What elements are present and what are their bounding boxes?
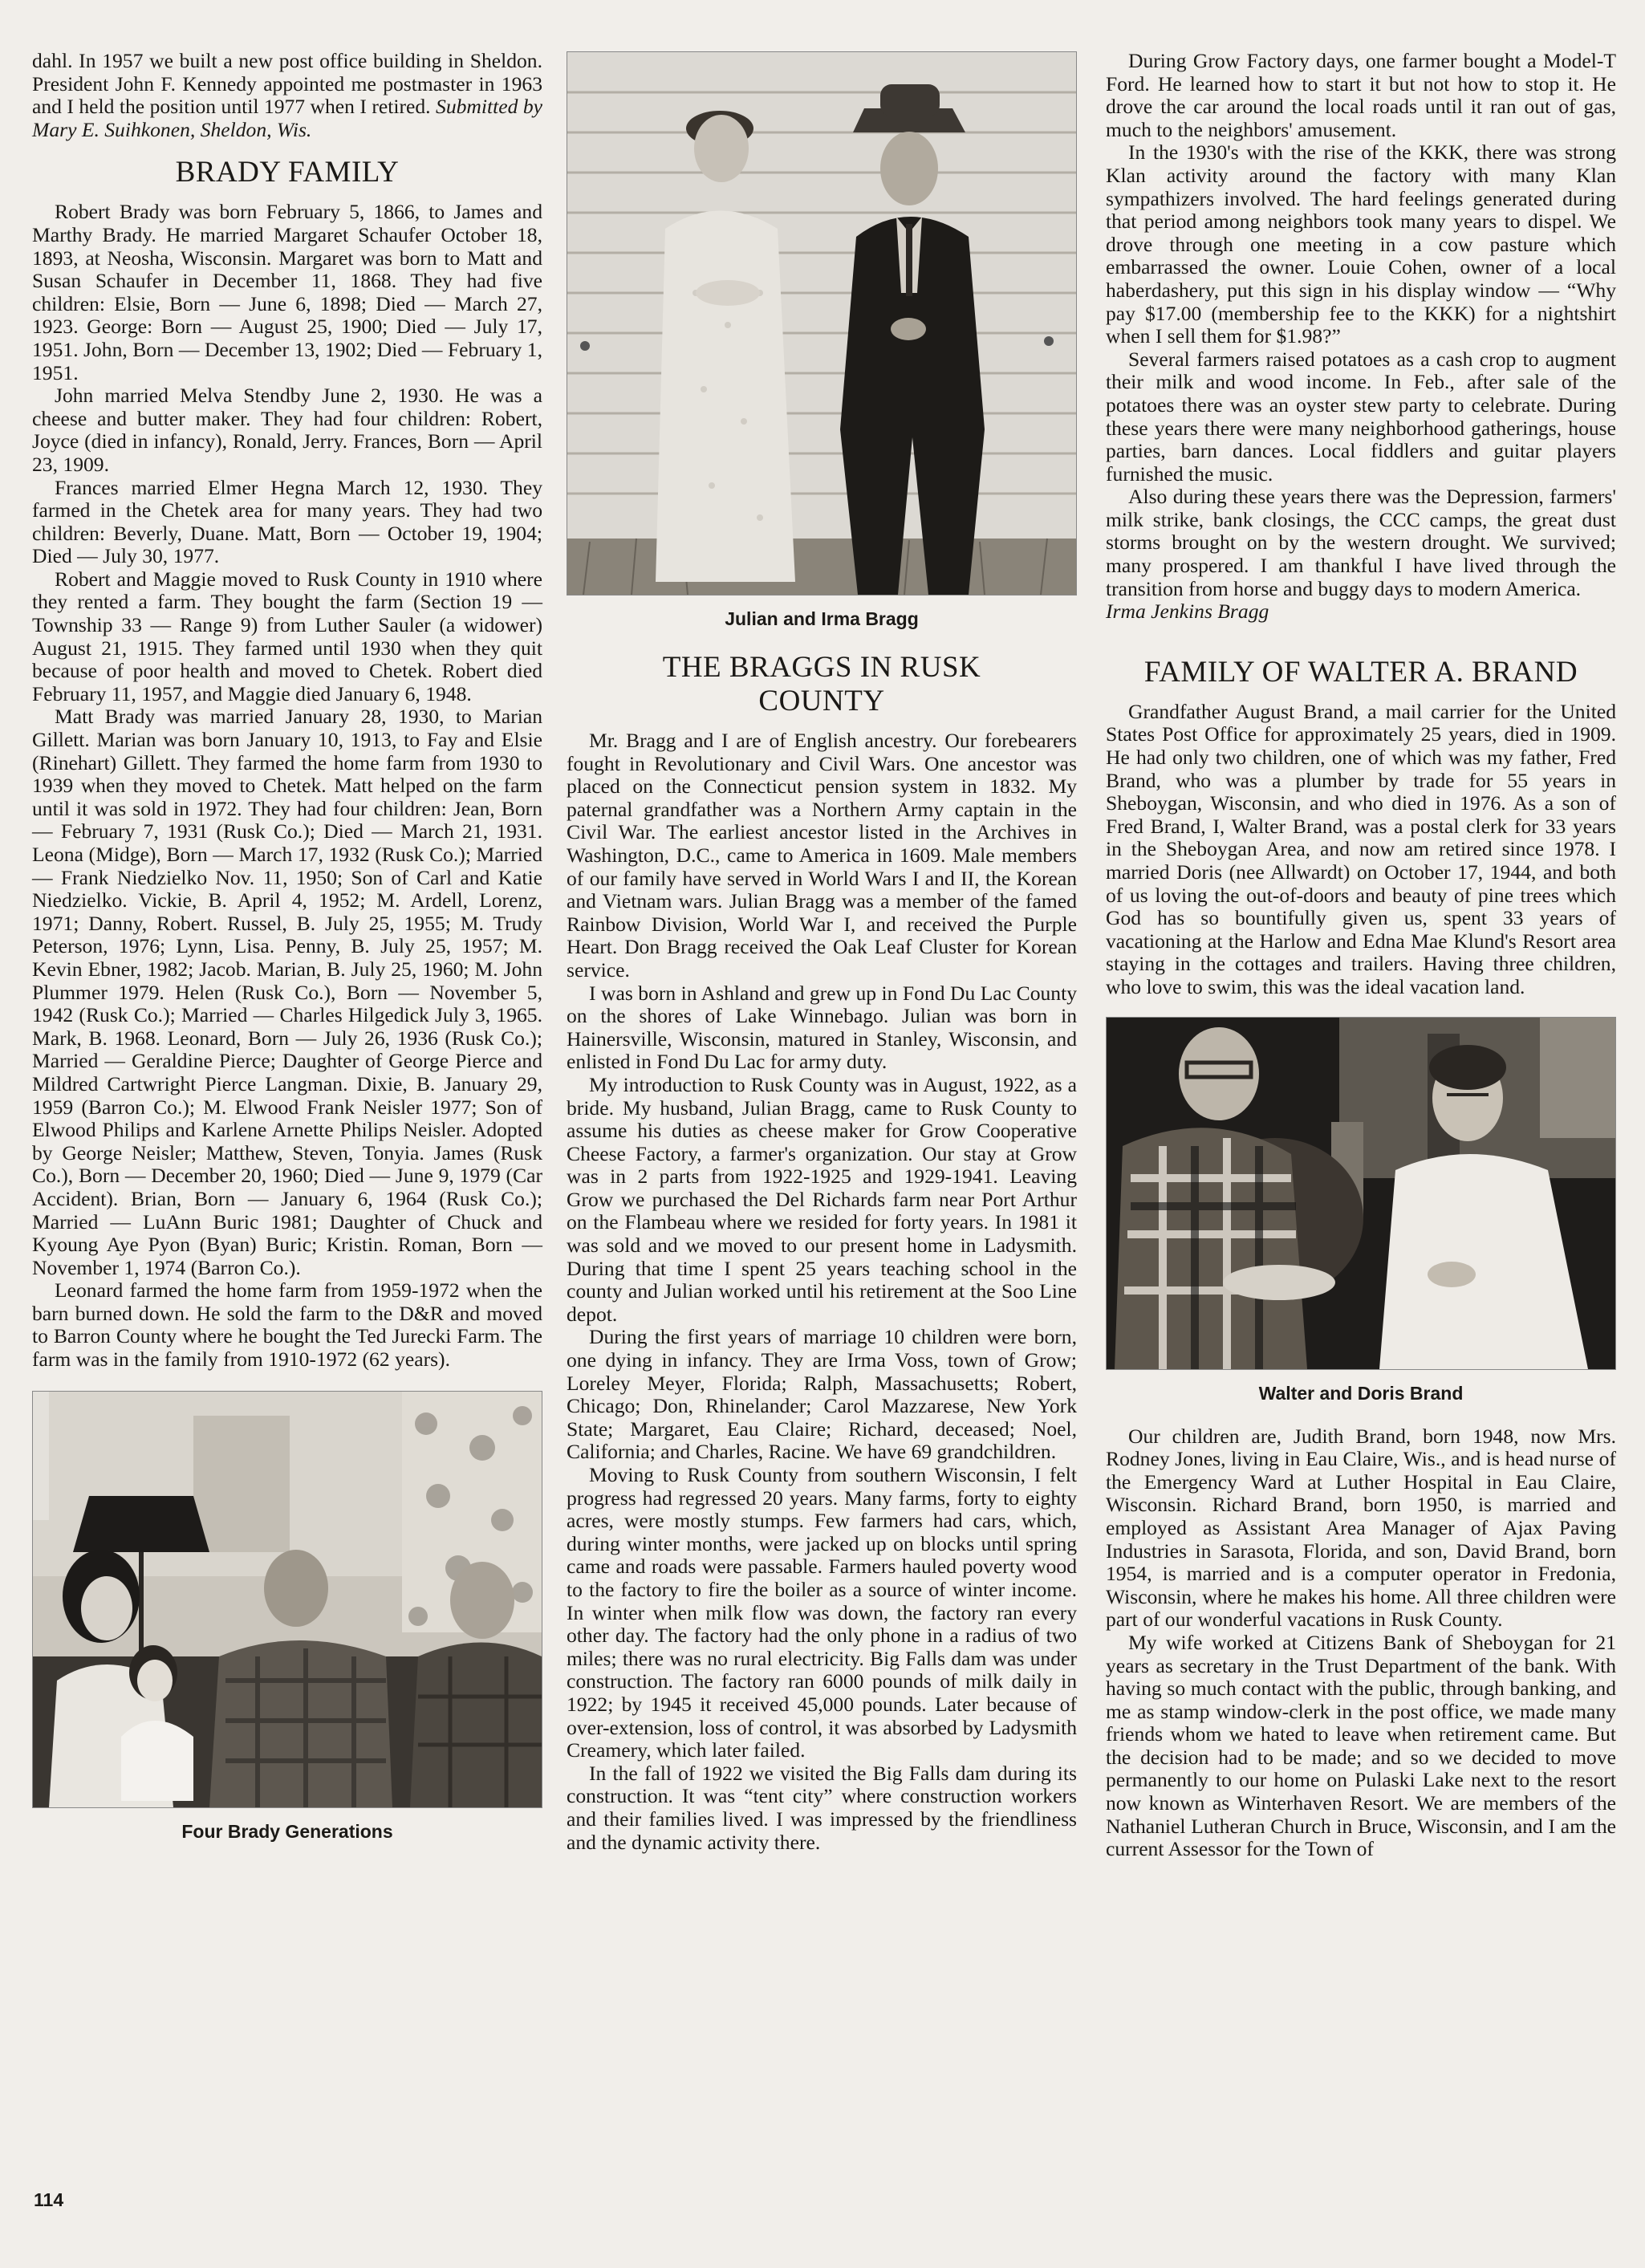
page-number: 114 — [34, 2189, 64, 2210]
heading-family-of-walter-brand: FAMILY OF WALTER A. BRAND — [1143, 655, 1578, 689]
paragraph: In the fall of 1922 we visited the Big Falls dam during its construction. It was “tent city” where construction workers and their families lived. I was impressed by the friendliness and the dynamic activity there. — [567, 1761, 1077, 1854]
photo-walter-and-doris-brand — [1106, 1017, 1616, 1370]
paragraph: During Grow Factory days, one farmer bought a Model-T Ford. He learned how to start it but not how to stop it. He drove the car around the local roads until it ran out of gas, much to the neighbors' amusement. — [1106, 49, 1616, 141]
paragraph: Frances married Elmer Hegna March 12, 1930. They farmed in the Chetek area for many years. They had two children: Beverly, Duane. Matt, Born — October 19, 1904; Died — July 30, 1977. — [32, 475, 542, 568]
photo-four-brady-generations — [32, 1391, 542, 1808]
photo-caption: Walter and Doris Brand — [1258, 1382, 1464, 1404]
paragraph: Our children are, Judith Brand, born 1948, now Mrs. Rodney Jones, living in Eau Claire, Wis., and is head nurse of the Emergency Ward at Luther Hospital in Eau Claire, Wisconsin. Richard Brand, born 1950, is married and employed as Assistant Area Manager of Ajax Paving Industries in Sarasota, Florida, and son, David Brand, born 1954, is married and is a computer operator in Fredonia, Wisconsin, where he makes his home. All three children were part of our wonderful vacations in Rusk County. — [1106, 1424, 1616, 1632]
paragraph: Leonard farmed the home farm from 1959-1972 when the barn burned down. He sold the farm to the D&R and moved to Barron County where he bought the Ted Jurecki Farm. The farm was in the family from 1910-1972 (62 years). — [32, 1278, 542, 1372]
paragraph: During the first years of marriage 10 children were born, one dying in infancy. They are Irma Voss, town of Grow; Loreley Meyer, Florida; Ralph, Massachusetts; Robert, Chicago; Don, Rhinelander; Carol Mazzarese, New York State; Margaret, Eau Claire; Richard, deceased; Noel, California; and Charles, Racine. We have 69 grandchildren. — [567, 1325, 1077, 1464]
column-right — [1106, 50, 1616, 1861]
paragraph: Moving to Rusk County from southern Wisconsin, I felt progress had regressed 20 years. Many farms, forty to eighty acres, were mostly stumps. Few farmers had cars, which, during winter months, were jacked up on blocks until spring came and roads were passable. Farmers hauled poverty wood to the factory to fire the boiler as a source of winter income. In winter when milk flow was down, the factory ran every other day. The factory had the only phone in a radius of two miles; there was no rural electricity. Big Falls dam was under construction. The factory ran 6000 pounds of milk daily in 1922; by 1945 it received 45,000 pounds. Later because of over-extension, loss of control, it was absorbed by Ladysmith Creamery, which later failed. — [567, 1463, 1077, 1762]
paragraph: John married Melva Stendby June 2, 1930. He was a cheese and butter maker. They had four children: Robert, Joyce (died in infancy), Ronald, Jerry. Frances, Born — April 23, 1909. — [32, 384, 542, 476]
paragraph: Also during these years there was the Depression, farmers' milk strike, bank closings, the CCC camps, the great dust storms brought on by the western drought. We survived; many prospered. I am thankful I have lived through the transition from horse and buggy days to modern America. — [1106, 485, 1616, 600]
heading-braggs-in-rusk-county: THE BRAGGS IN RUSK COUNTY — [662, 651, 981, 717]
heading-brady-family: BRADY FAMILY — [175, 156, 400, 189]
paragraph: Robert and Maggie moved to Rusk County in 1910 where they rented a farm. They bought the farm (Section 19 — Township 33 — Range 9) from Luther Sauler (a widower) August 21, 1915. They farmed until 1930 when they quit because of poor health and moved to Chetek. Robert died February 11, 1957, and Maggie died January 6, 1948. — [32, 567, 542, 705]
paragraph: My introduction to Rusk County was in August, 1922, as a bride. My husband, Julian Bragg, came to Rusk County to assume his duties as cheese maker for Grow Cooperative Cheese Factory, a farmer's organization. Our stay at Grow was in 2 parts from 1922-1925 and 1929-1941. Leaving Grow we purchased the Del Richards farm near Port Arthur on the Flambeau where we resided for forty years. In 1981 it was sold and we moved to our present home in Ladysmith. During that time I spent 25 years teaching school in the county and Julian worked until his retirement at the Soo Line depot. — [567, 1072, 1077, 1326]
paragraph: Robert Brady was born February 5, 1866, to James and Marthy Brady. He married Margaret Schaufer October 18, 1893, at Neosha, Wisconsin. Margaret was born to Matt and Susan Schaufer in December 11, 1868. They had five children: Elsie, Born — June 6, 1898; Died — March 27, 1923. George: Born — August 25, 1900; Died — July 17, 1951. John, Born — December 13, 1902; Died — February 1, 1951. — [32, 200, 542, 384]
paragraph: Several farmers raised potatoes as a cash crop to augment their milk and wood income. In Feb., after sale of the potatoes there was an oyster stew party to celebrate. During these years there were many neighborhood gatherings, house parties, barn dances. Local fiddlers and guitar players furnished the music. — [1106, 347, 1616, 486]
submission-credit: Submitted by Mary E. Suihkonen, Sheldon, Wis. — [32, 95, 542, 141]
author-signature: Irma Jenkins Bragg — [1106, 600, 1269, 624]
paragraph: My wife worked at Citizens Bank of Sheboygan for 21 years as secretary in the Trust Department of the bank. With having so much contact with the public, through banking, and me as stamp window-clerk in the post office, we made many friends whom we hated to leave when retirement came. But the decision had to be made; and so we decided to move permanently to our home on Pulaski Lake next to the resort now known as Winterhaven Resort. We are members of the Nathaniel Lutheran Church in Bruce, Wisconsin, and I am the current Assessor for the Town of — [1106, 1630, 1616, 1861]
paragraph: Mr. Bragg and I are of English ancestry. Our forebearers fought in Revolutionary and Civil Wars. One ancestor was placed on the Connecticut pension system in 1832. My paternal grandfather was a Northern Army captain in the Civil War. The earliest ancestor listed in the Archives in Washington, D.C., came to America in 1609. Male members of our family have served in World Wars I and II, the Korean and Vietnam wars. Julian Bragg was a member of the famed Rainbow Division, World War I, and received the Purple Heart. Don Bragg received the Oak Leaf Cluster for Korean service. — [567, 729, 1077, 982]
photo-julian-and-irma-bragg — [567, 51, 1077, 595]
column-left — [32, 50, 542, 1864]
paragraph-intro: dahl. In 1957 we built a new post office building in Sheldon. President John F. Kennedy appointed me postmaster in 1963 and I held the position until 1977 when I retired. Submitted by Mary E. Suihkonen, Sheldon, Wis. — [32, 49, 542, 141]
paragraph: I was born in Ashland and grew up in Fond Du Lac County on the shores of Lake Winnebago. Julian was born in Hainersville, Wisconsin, matured in Stanley, Wisconsin, and enlisted in Fond Du Lac for army duty. — [567, 981, 1077, 1074]
paragraph: Grandfather August Brand, a mail carrier for the United States Post Office for approximately 25 years, died in 1909. He had only two children, one of which was my father, Fred Brand, who was a plumber by trade for 55 years in Sheboygan, Wisconsin, and who died in 1976. As a son of Fred Brand, I, Walter Brand, was a postal clerk for 33 years in the Sheboygan Area, and now am retired since 1978. I married Doris (nee Allwardt) on October 17, 1944, and both of us loving the out-of-doors and beauty of pine trees which God has so bountifully given us, spent 33 years of vacationing at the Harlow and Edna Mae Klund's Resort area staying in the cottages and trailers. Having three children, who love to swim, this was the ideal vacation land. — [1106, 699, 1616, 998]
paragraph: Matt Brady was married January 28, 1930, to Marian Gillett. Marian was born January 10, 1913, to Fay and Elsie (Rinehart) Gillett. They farmed the home farm from 1930 to 1939 when they moved to Chetek. Matt helped on the farm until it was sold in 1972. They had four children: Jean, Born — February 7, 1931 (Rusk Co.); Died — March 21, 1931. Leona (Midge), Born — March 17, 1932 (Rusk Co.); Married — Frank Niedzielko Nov. 11, 1950; Son of Carl and Katie Niedzielko. Vickie, B. April 4, 1952; M. Ardell, Lorenz, 1971; Danny, Robert. Russel, B. July 25, 1955; M. Trudy Peterson, 1976; Lynn, Lisa. Penny, B. July 25, 1957; M. Kevin Ebner, 1982; Jacob. Marian, B. July 25, 1960; M. John Plummer 1979. Helen (Rusk Co.), Born — November 5, 1942 (Rusk Co.); Married — Charles Hilgedick July 3, 1965. Mark, B. 1968. Leonard, Born — July 26, 1936 (Rusk Co.); Married — Geraldine Pierce; Daughter of George Pierce and Mildred Cartwright Pierce Langman. Dixie, B. January 29, 1959 (Barron Co.); M. Elwood Frank Neisler 1977; Son of Elwood Philips and Karlene Arnette Philips Neisler. Adopted by George Neisler; Matthew, Steven, Tonyia. James (Rusk Co.), Born — December 20, 1960; Died — June 9, 1979 (Car Accident). Brian, Born — January 6, 1964 (Rusk Co.); Married — LuAnn Buric 1981; Daughter of Chuck and Kyoung Aye Pyon (Byan) Buric; Kristin. Roman, Born — November 1, 1974 (Barron Co.). — [32, 705, 542, 1279]
paragraph: In the 1930's with the rise of the KKK, there was strong Klan activity around the factory with many Klan sympathizers involved. The hard feelings generated during that period among neighbors took many years to dispel. We drove through one meeting in a cow pasture which embarrassed the owner. Louie Cohen, owner of a local haberdashery, put this sign in his display window — “Why pay $17.00 (membership fee to the KKK) for a nightshirt when I sell them for $1.98?” — [1106, 140, 1616, 348]
column-middle — [567, 51, 1077, 1854]
photo-caption: Julian and Irma Bragg — [725, 608, 919, 629]
photo-caption: Four Brady Generations — [181, 1820, 393, 1842]
